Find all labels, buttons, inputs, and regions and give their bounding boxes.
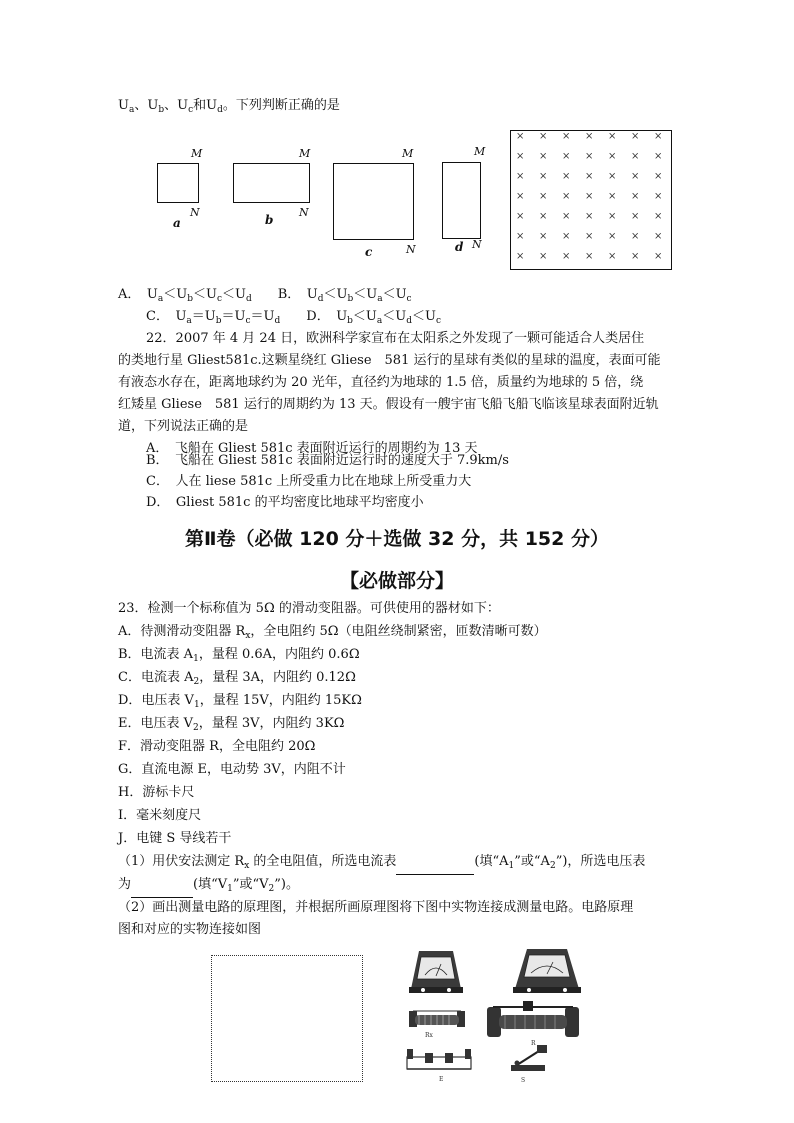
coil-c (333, 163, 414, 240)
q22-stem-line3: 有液态水存在，距离地球约为 20 光年，直径约为地球的 1.5 倍，质量约为地球的 5 倍，绕 (118, 375, 644, 390)
field-cross: × (539, 171, 548, 182)
field-cross: × (585, 191, 594, 202)
required-part-title: 【必做部分】 (339, 570, 454, 592)
label-d: d (455, 240, 464, 254)
label-e: E (439, 1076, 444, 1083)
label-m-c: M (402, 147, 414, 160)
label-s: S (521, 1077, 526, 1084)
q22-stem-line1: 22．2007 年 4 月 24 日，欧洲科学家宣布在太阳系之外发现了一颗可能适合人类居住 (146, 331, 645, 346)
q23-item-f: F．滑动变阻器 R，全电阻约 20Ω (118, 739, 316, 754)
label-n-a: N (190, 206, 200, 219)
section-title: 第Ⅱ卷（必做 120 分＋选做 32 分，共 152 分） (185, 528, 609, 550)
q23-item-i: I．毫米刻度尺 (118, 808, 202, 823)
field-cross: × (654, 251, 663, 262)
q23-item-e: E．电压表 $V_2$，量程 3V，内阻约 3KΩ (118, 716, 345, 733)
field-cross: × (631, 211, 640, 222)
q22-option-d: D． Gliest 581c 的平均密度比地球平均密度小 (146, 495, 424, 510)
q23-stem: 23．检测一个标称值为 5Ω 的滑动变阻器。可供使用的器材如下： (118, 601, 500, 616)
field-cross: × (562, 171, 571, 182)
field-cross: × (562, 151, 571, 162)
field-cross: × (562, 231, 571, 242)
q23-part2-line2: 图和对应的实物连接如图 (118, 922, 262, 937)
field-cross: × (585, 211, 594, 222)
q22-stem-line4: 红矮星 Gliese 581 运行的周期约为 13 天。假设有一艘宇宙飞船飞船飞临该星球表面附近轨 (118, 397, 659, 412)
q23-item-h: H．游标卡尺 (118, 785, 195, 800)
field-cross: × (516, 231, 525, 242)
field-cross: × (539, 131, 548, 142)
label-n-d: N (472, 238, 482, 251)
field-cross: × (539, 191, 548, 202)
q22-option-b: B． 飞船在 Gliest 581c 表面附近运行时的速度大于 7.9km/s (146, 453, 509, 468)
question-intro-line: $U_a$、$U_b$、$U_c$和$U_d$。下列判断正确的是 (118, 98, 340, 115)
ammeter-answer-blank[interactable] (396, 860, 474, 875)
field-cross: × (516, 211, 525, 222)
field-cross: × (654, 171, 663, 182)
field-cross: × (608, 231, 617, 242)
label-rx: Rx (425, 1032, 433, 1039)
field-cross: × (585, 171, 594, 182)
label-c: c (365, 245, 373, 259)
q21-options-ab: A． $U_a<U_b<U_c<U_d$ B． $U_d<U_b<U_a<U_c$ (118, 287, 412, 304)
field-cross: × (562, 131, 571, 142)
field-cross: × (654, 211, 663, 222)
label-m-a: M (191, 147, 203, 160)
q22-option-a: A． 飞船在 Gliest 581c 表面附近运行的周期约为 13 天 (146, 441, 478, 456)
rheostat-r-icon (487, 1001, 579, 1037)
field-cross: × (654, 191, 663, 202)
field-cross: × (631, 251, 640, 262)
field-cross: × (562, 211, 571, 222)
q22-stem-line2: 的类地行星 Gliest581c.这颗星绕红 Gliese 581 运行的星球有类似的星球的温度，表面可能 (118, 353, 661, 368)
coil-b (233, 163, 310, 203)
field-cross: × (562, 251, 571, 262)
coil-d (442, 162, 481, 239)
q23-item-c: C．电流表 $A_2$，量程 3A，内阻约 0.12Ω (118, 670, 356, 687)
q22-option-c: C． 人在 liese 581c 上所受重力比在地球上所受重力大 (146, 474, 472, 489)
label-n-b: N (299, 206, 309, 219)
field-cross: × (608, 171, 617, 182)
field-cross: × (516, 171, 525, 182)
field-cross: × (654, 231, 663, 242)
field-cross: × (516, 151, 525, 162)
label-r: R (531, 1040, 536, 1047)
q23-part2-line1: （2）画出测量电路的原理图，并根据所画原理图将下图中实物连接成测量电路。电路原理 (118, 900, 634, 915)
q21-options-cd: C． $U_a=U_b=U_c=U_d$ D． $U_b<U_a<U_d<U_c$ (146, 309, 442, 326)
switch-s-icon (511, 1045, 547, 1071)
q23-item-b: B．电流表 $A_1$，量程 0.6A，内阻约 0.6Ω (118, 647, 360, 664)
resistor-rx-icon (409, 1011, 465, 1027)
q23-part1-line1: （1）用伏安法测定 $R_x$ 的全电阻值，所选电流表 (填“$A_1$”或“$A_2$”)，所选电压表 (118, 853, 645, 875)
voltmeter-answer-blank[interactable] (131, 883, 193, 898)
field-cross: × (516, 191, 525, 202)
label-b: b (265, 213, 274, 227)
circuit-diagram-box[interactable] (211, 955, 363, 1082)
field-cross: × (585, 151, 594, 162)
field-cross: × (539, 251, 548, 262)
field-cross: × (631, 231, 640, 242)
field-cross: × (608, 151, 617, 162)
label-m-b: M (299, 147, 311, 160)
q23-item-g: G．直流电源 E，电动势 3V，内阻不计 (118, 762, 346, 777)
field-cross: × (585, 231, 594, 242)
q23-item-d: D．电压表 $V_1$，量程 15V，内阻约 15KΩ (118, 693, 362, 710)
q22-stem-line5: 道，下列说法正确的是 (118, 419, 249, 434)
coil-a (157, 163, 199, 203)
field-cross: × (562, 191, 571, 202)
field-cross: × (631, 191, 640, 202)
q23-item-a: A．待测滑动变阻器 $R_x$，全电阻约 5Ω（电阻丝绕制紧密，匝数清晰可数） (118, 624, 547, 641)
label-n-c: N (406, 243, 416, 256)
field-cross: × (516, 131, 525, 142)
apparatus-illustration (405, 945, 585, 1095)
field-cross: × (608, 131, 617, 142)
field-cross: × (654, 151, 663, 162)
field-cross: × (539, 231, 548, 242)
field-cross: × (631, 151, 640, 162)
ammeter-icon (409, 951, 463, 993)
field-cross: × (608, 211, 617, 222)
field-cross: × (654, 131, 663, 142)
field-cross: × (539, 151, 548, 162)
field-cross: × (608, 191, 617, 202)
field-cross: × (585, 251, 594, 262)
q23-item-j: J．电键 S 导线若干 (118, 831, 232, 846)
q23-part1-line2: 为 (填“$V_1$”或“$V_2$”)。 (118, 876, 299, 898)
field-cross: × (631, 171, 640, 182)
battery-e-icon (407, 1049, 471, 1069)
field-cross: × (631, 131, 640, 142)
label-a: a (173, 216, 181, 230)
field-cross: × (585, 131, 594, 142)
label-m-d: M (474, 145, 486, 158)
voltmeter-icon (513, 949, 581, 993)
field-cross: × (608, 251, 617, 262)
field-cross: × (539, 211, 548, 222)
field-cross: × (516, 251, 525, 262)
